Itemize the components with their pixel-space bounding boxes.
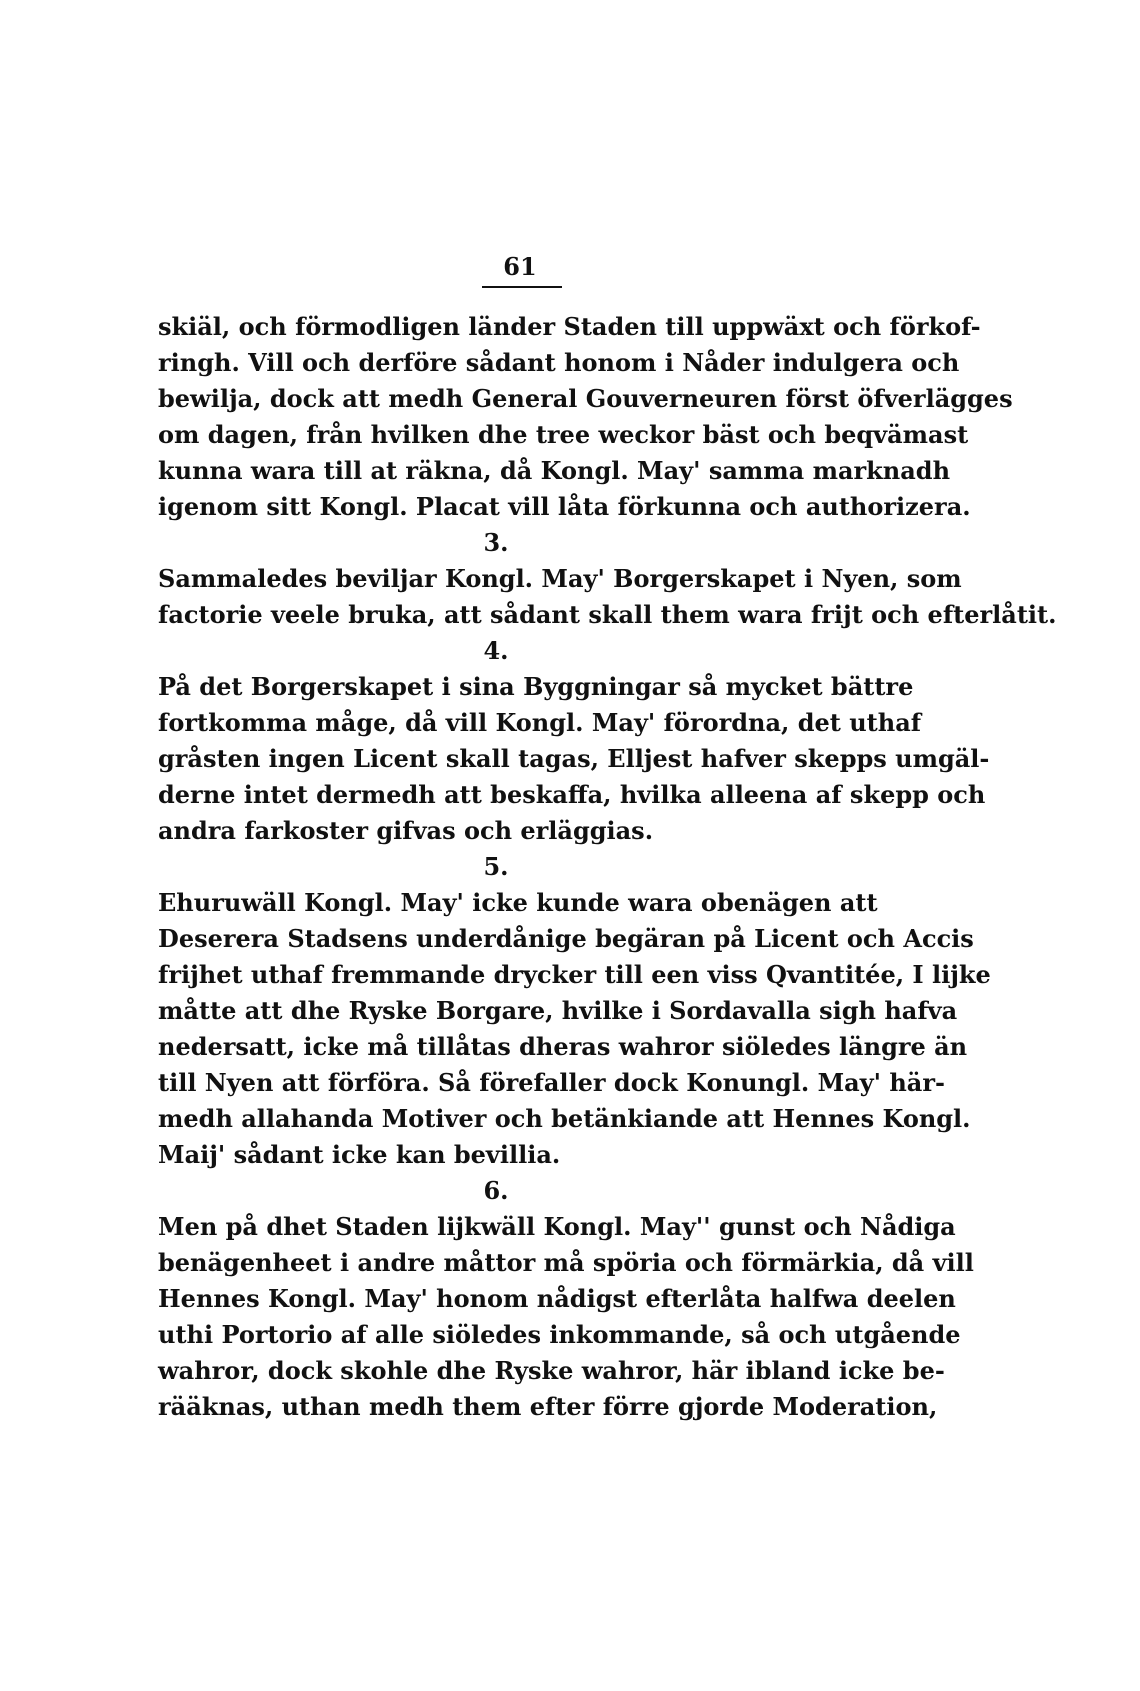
text-line: Maij' sådant icke kan bevillia. xyxy=(158,1140,561,1169)
page-number: 61 xyxy=(503,252,537,281)
header-rule xyxy=(482,286,562,288)
text-line: Hennes Kongl. May' honom nådigst efterlåta halfwa deelen xyxy=(158,1284,956,1313)
text-line: Sammaledes beviljar Kongl. May' Borgerskapet i Nyen, som xyxy=(158,564,962,593)
text-line: gråsten ingen Licent skall tagas, Elljest hafver skepps umgäl- xyxy=(158,744,990,773)
text-line: uthi Portorio af alle siöledes inkommande, så och utgående xyxy=(158,1320,961,1349)
section-number: 3. xyxy=(483,528,509,557)
section-number: 5. xyxy=(483,852,509,881)
text-line: Men på dhet Staden lijkwäll Kongl. May'' gunst och Nådiga xyxy=(158,1212,956,1241)
text-line: benägenheet i andre måttor må spöria och förmärkia, då vill xyxy=(158,1248,974,1277)
text-line: Deserera Stadsens underdånige begäran på Licent och Accis xyxy=(158,924,974,953)
text-line: wahror, dock skohle dhe Ryske wahror, här ibland icke be- xyxy=(158,1356,945,1385)
text-line: ringh. Vill och derföre sådant honom i Nåder indulgera och xyxy=(158,348,960,377)
text-line: till Nyen att förföra. Så förefaller dock Konungl. May' här- xyxy=(158,1068,945,1097)
text-line: bewilja, dock att medh General Gouverneuren först öfverlägges xyxy=(158,384,1013,413)
text-line: måtte att dhe Ryske Borgare, hvilke i Sordavalla sigh hafva xyxy=(158,996,958,1025)
section-number: 6. xyxy=(483,1176,509,1205)
text-line: om dagen, från hvilken dhe tree weckor bäst och beqvämast xyxy=(158,420,969,449)
text-line: derne intet dermedh att beskaffa, hvilka alleena af skepp och xyxy=(158,780,986,809)
text-line: rääknas, uthan medh them efter förre gjorde Moderation, xyxy=(158,1392,938,1421)
text-line: medh allahanda Motiver och betänkiande att Hennes Kongl. xyxy=(158,1104,971,1133)
text-line: skiäl, och förmodligen länder Staden till uppwäxt och förkof- xyxy=(158,312,981,341)
text-line: frijhet uthaf fremmande drycker till een viss Qvantitée, I lijke xyxy=(158,960,991,989)
text-line: nedersatt, icke må tillåtas dheras wahror siöledes längre än xyxy=(158,1032,968,1061)
body-text xyxy=(158,309,1057,1425)
text-line: På det Borgerskapet i sina Byggningar så mycket bättre xyxy=(158,672,914,701)
text-line: fortkomma måge, då vill Kongl. May' förordna, det uthaf xyxy=(158,708,922,737)
text-line: factorie veele bruka, att sådant skall them wara frijt och efterlåtit. xyxy=(158,600,1057,629)
text-line: igenom sitt Kongl. Placat vill låta förkunna och authorizera. xyxy=(158,492,971,521)
text-line: kunna wara till at räkna, då Kongl. May' samma marknadh xyxy=(158,456,951,485)
text-line: Ehuruwäll Kongl. May' icke kunde wara obenägen att xyxy=(158,888,878,917)
section-number: 4. xyxy=(483,636,509,665)
text-line: andra farkoster gifvas och erläggias. xyxy=(158,816,654,845)
